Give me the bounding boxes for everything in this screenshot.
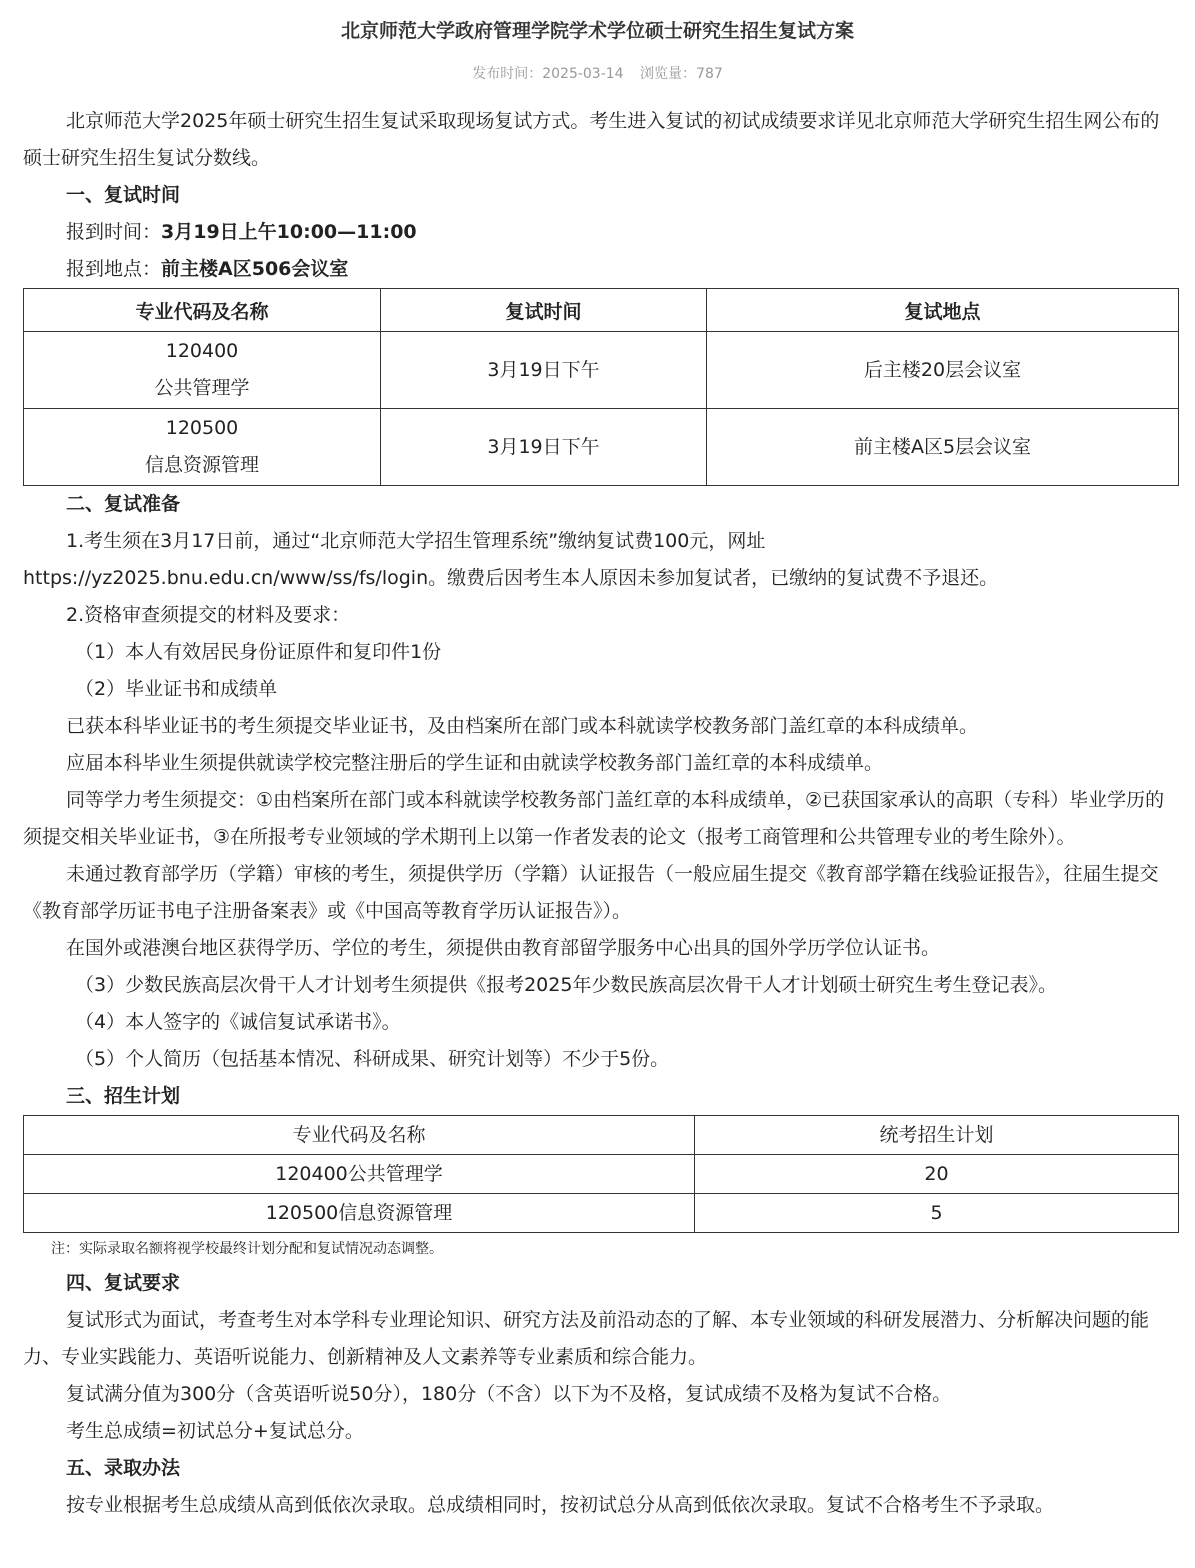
- major-name: 信息资源管理: [144, 454, 259, 476]
- section-heading-time: 一、复试时间: [66, 184, 181, 206]
- place-cell: 后主楼20层会议室: [707, 332, 1179, 409]
- prep-paragraph-7: 在国外或港澳台地区获得学历、学位的考生，须提供由教育部留学服务中心出具的国外学历学位认证书。: [66, 937, 941, 959]
- plan-note: 注：实际录取名额将视学校最终计划分配和复试情况动态调整。: [51, 1241, 443, 1257]
- table-header: 复试地点: [707, 289, 1179, 332]
- checkin-time-label: 报到时间：: [66, 221, 162, 243]
- checkin-time-value: 3月19日上午10:00—11:00: [161, 221, 417, 243]
- major-cell: [24, 332, 381, 409]
- requirements-paragraph-1: 复试形式为面试，考查考生对本学科专业理论知识、研究方法及前沿动态的了解、本专业领域的科研发展潜力、分析解决问题的能力、专业实践能力、英语听说能力、创新精神及人文素养等专业素质和综合能力。: [23, 1309, 1150, 1368]
- major-cell: 120500信息资源管理: [24, 1194, 695, 1233]
- section-heading-requirements: 四、复试要求: [66, 1272, 181, 1294]
- major-name: 公共管理学: [154, 377, 250, 399]
- enrollment-plan-table: [23, 1115, 1179, 1233]
- prep-item-4: （4）本人签字的《诚信复试承诺书》。: [75, 1011, 401, 1033]
- prep-paragraph-1-cont: https://yz2025.bnu.edu.cn/www/ss/fs/login。缴费后因考生本人原因未参加复试者，已缴纳的复试费不予退还。: [23, 567, 999, 589]
- section-heading-plan: 三、招生计划: [66, 1085, 181, 1107]
- prep-paragraph-4: 应届本科毕业生须提供就读学校完整注册后的学生证和由就读学校教务部门盖红章的本科成绩单。: [66, 752, 884, 774]
- table-header: 专业代码及名称: [24, 289, 381, 332]
- publish-date: 发布时间：2025-03-14: [472, 66, 624, 82]
- plan-cell: 20: [695, 1155, 1179, 1194]
- prep-item-3: （3）少数民族高层次骨干人才计划考生须提供《报考2025年少数民族高层次骨干人才计划硕士研究生考生登记表》。: [75, 974, 1057, 996]
- intro-paragraph: 北京师范大学2025年硕士研究生招生复试采取现场复试方式。考生进入复试的初试成绩要求详见北京师范大学研究生招生网公布的硕士研究生招生复试分数线。: [23, 110, 1160, 169]
- table-row: [24, 1155, 1179, 1194]
- prep-paragraph-6: 未通过教育部学历（学籍）审核的考生，须提供学历（学籍）认证报告（一般应届生提交《教育部学籍在线验证报告》，往届生提交《教育部学历证书电子注册备案表》或《中国高等教育学历认证报告》）。: [23, 863, 1159, 922]
- table-header: 专业代码及名称: [24, 1116, 695, 1155]
- article-meta: [0, 62, 1195, 86]
- prep-paragraph-5: 同等学力考生须提交：①由档案所在部门或本科就读学校教务部门盖红章的本科成绩单，②已获国家承认的高职（专科）毕业学历的须提交相关毕业证书，③在所报考专业领域的学术期刊上以第一作者发表的论文（报考工商管理和公共管理专业的考生除外）。: [23, 789, 1165, 848]
- prep-item-2: （2）毕业证书和成绩单: [75, 678, 278, 700]
- prep-item-1: （1）本人有效居民身份证原件和复印件1份: [75, 641, 442, 663]
- major-cell: 120400公共管理学: [24, 1155, 695, 1194]
- table-row: [24, 332, 1179, 409]
- table-row: [24, 409, 1179, 486]
- plan-cell: 5: [695, 1194, 1179, 1233]
- section-heading-preparation: 二、复试准备: [66, 493, 181, 515]
- prep-paragraph-2: 2.资格审查须提交的材料及要求：: [66, 604, 351, 626]
- section-heading-admission: 五、录取办法: [66, 1457, 181, 1479]
- interview-schedule-table: [23, 288, 1179, 486]
- table-row: [24, 1194, 1179, 1233]
- prep-paragraph-1: 1.考生须在3月17日前，通过“北京师范大学招生管理系统”缴纳复试费100元，网址: [66, 530, 766, 552]
- major-code: 120400: [165, 340, 239, 362]
- requirements-paragraph-3: 考生总成绩=初试总分+复试总分。: [66, 1420, 364, 1442]
- table-header-row: [24, 1116, 1179, 1155]
- requirements-paragraph-2: 复试满分值为300分（含英语听说50分），180分（不含）以下为不及格，复试成绩不及格为复试不合格。: [66, 1383, 952, 1405]
- prep-item-5: （5）个人简历（包括基本情况、科研成果、研究计划等）不少于5份。: [75, 1048, 670, 1070]
- view-count: 浏览量：787: [640, 66, 723, 82]
- page-title: 北京师范大学政府管理学院学术学位硕士研究生招生复试方案: [340, 20, 854, 42]
- admission-paragraph: 按专业根据考生总成绩从高到低依次录取。总成绩相同时，按初试总分从高到低依次录取。复试不合格考生不予录取。: [66, 1494, 1055, 1516]
- table-header: 统考招生计划: [695, 1116, 1179, 1155]
- prep-paragraph-3: 已获本科毕业证书的考生须提交毕业证书，及由档案所在部门或本科就读学校教务部门盖红章的本科成绩单。: [66, 715, 979, 737]
- checkin-place-label: 报到地点：: [66, 258, 162, 280]
- place-cell: 前主楼A区5层会议室: [707, 409, 1179, 486]
- time-cell: 3月19日下午: [381, 409, 707, 486]
- time-cell: 3月19日下午: [381, 332, 707, 409]
- major-code: 120500: [165, 417, 239, 439]
- table-header: 复试时间: [381, 289, 707, 332]
- article-body: [23, 103, 1178, 1524]
- table-header-row: [24, 289, 1179, 332]
- checkin-place: [23, 251, 1178, 288]
- checkin-time: [23, 214, 1178, 251]
- checkin-place-value: 前主楼A区506会议室: [161, 258, 349, 280]
- major-cell: [24, 409, 381, 486]
